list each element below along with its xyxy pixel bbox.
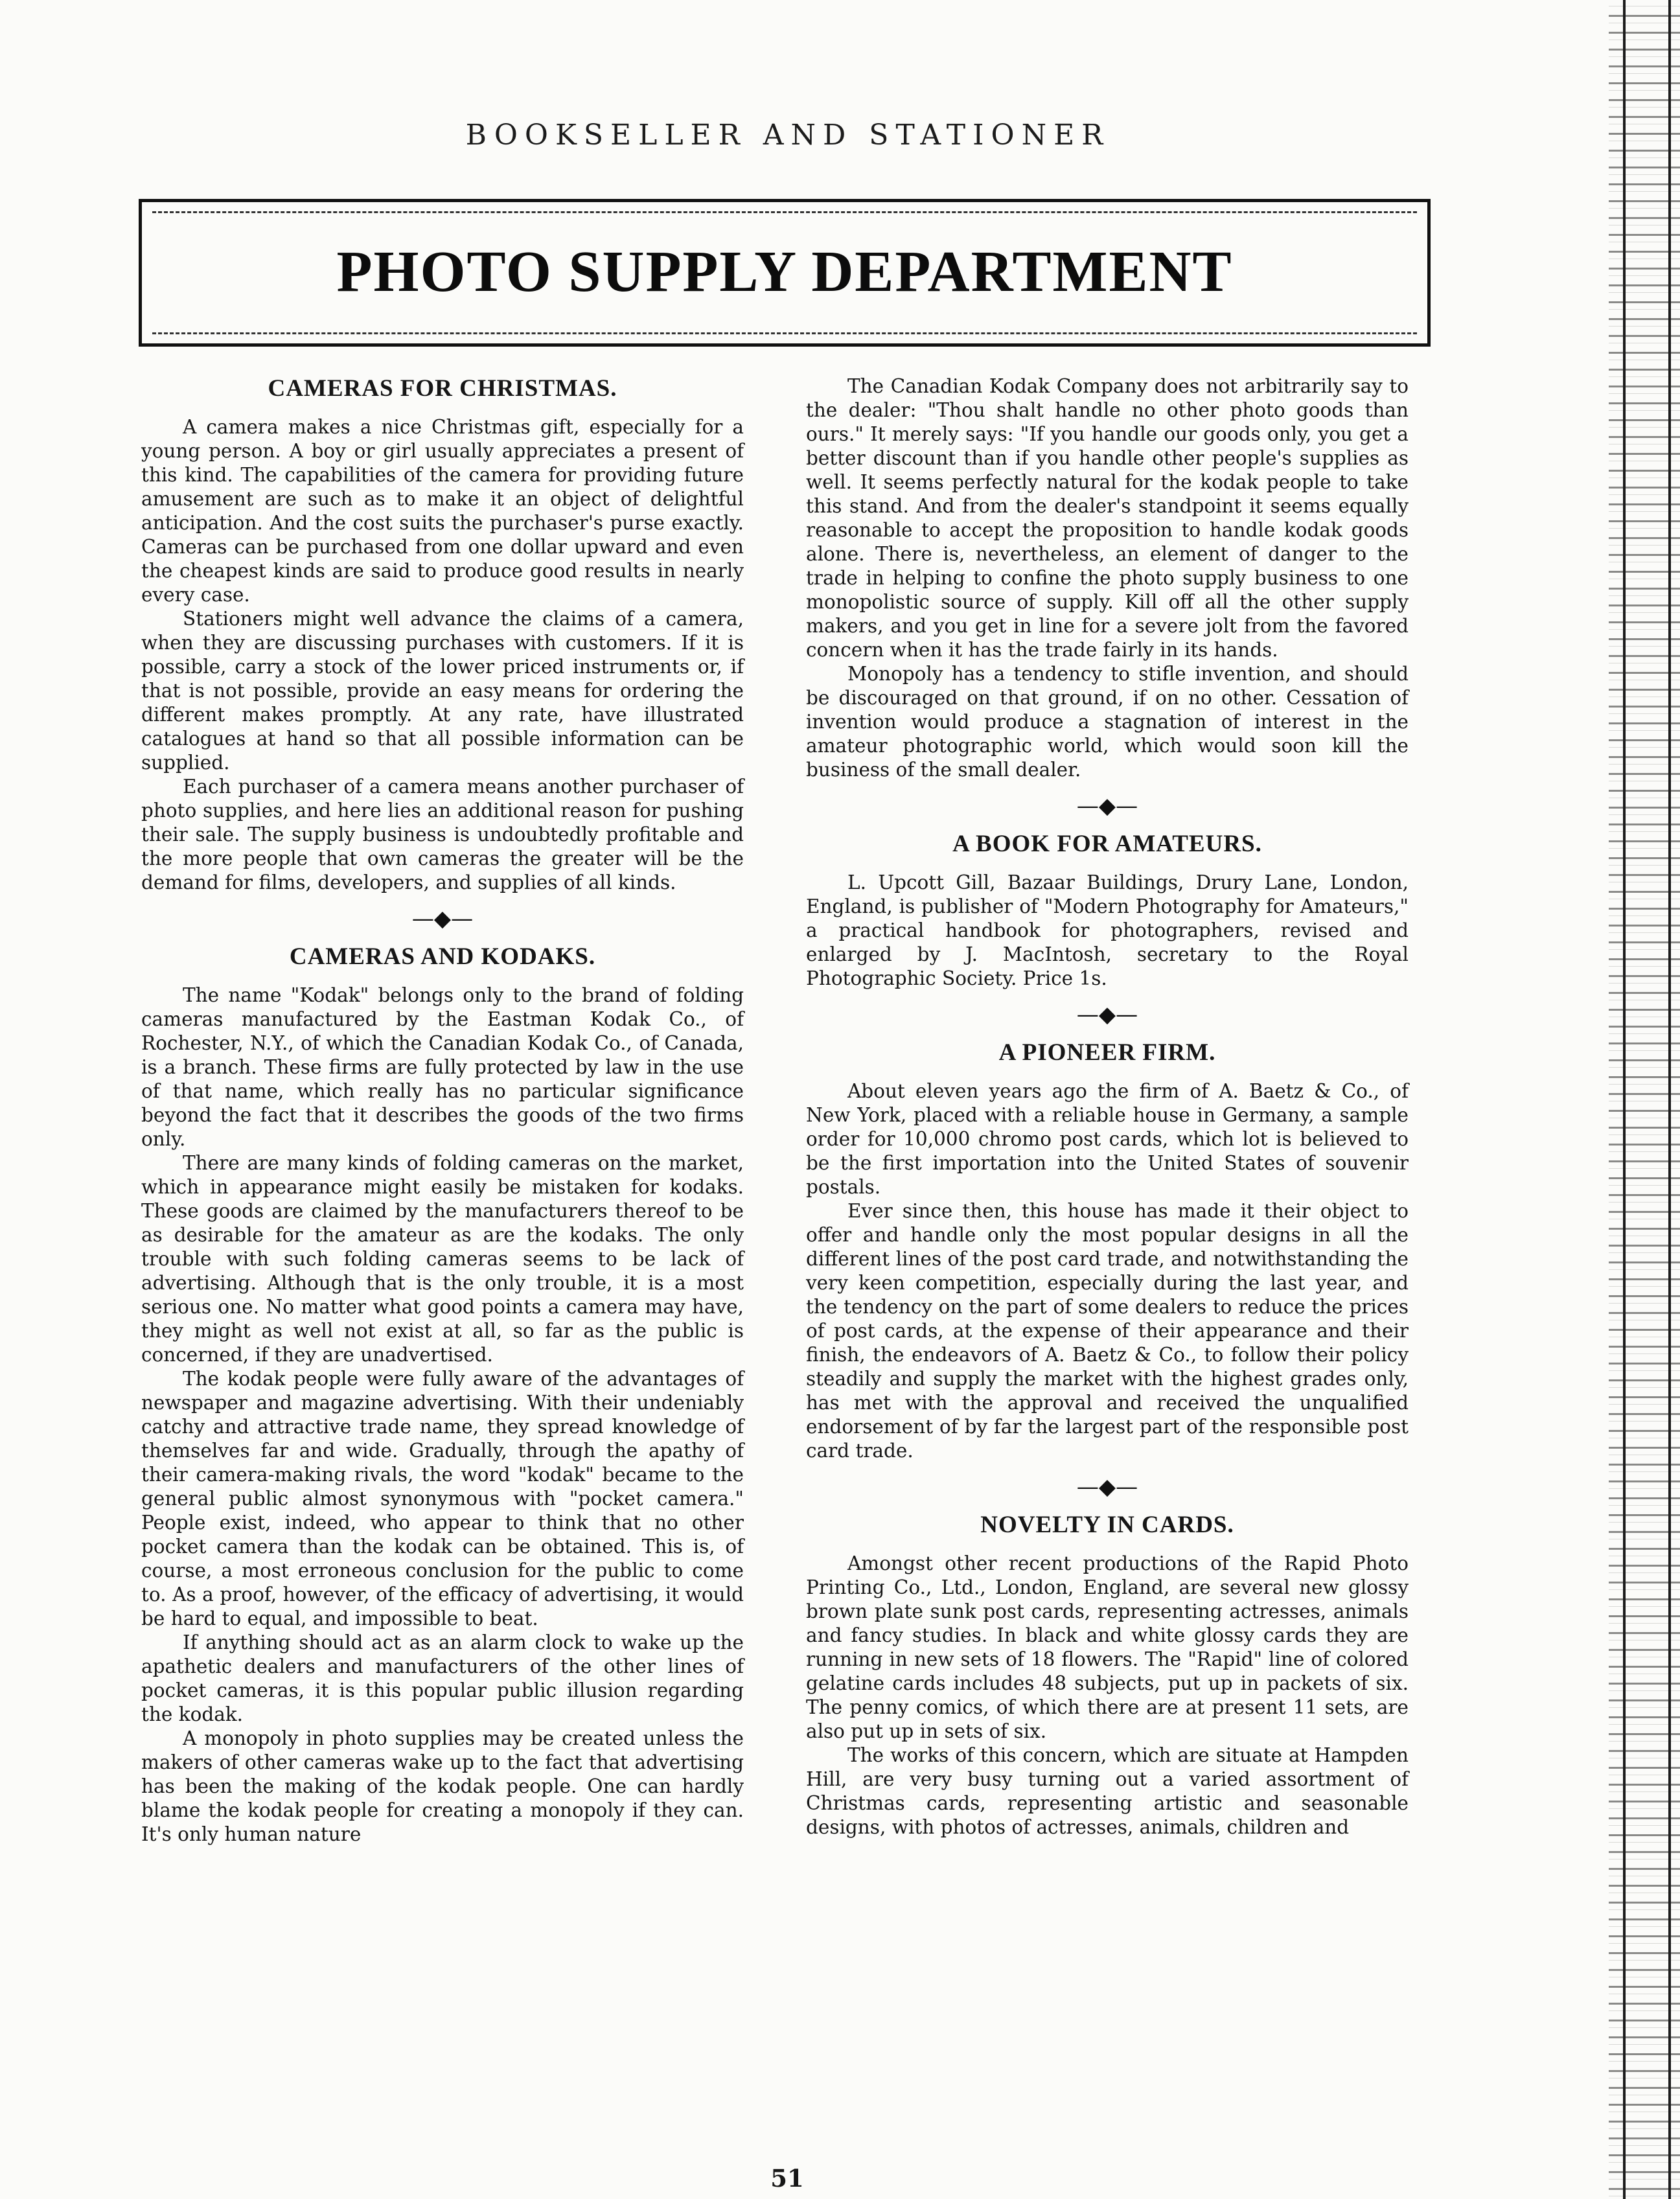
- paragraph: If anything should act as an alarm clock to wake up the apathetic dealers and manufacturers of the other lines of pocket cameras, it is this popular public illusion regarding the kodak.: [141, 1631, 744, 1725]
- paragraph: Ever since then, this house has made it their object to offer and handle only the most popular designs in all the different lines of the post card trade, and notwithstanding the very keen competition, especially during the last year, and the tendency on the part of some dealers to reduce the prices of post cards, at the expense of their appearance and their finish, the endeavors of A. Baetz & Co., to follow their policy steadily and supply the market with the highest grades only, has met with the approval and received the unqualified endorsement of by far the largest part of the responsible post card trade.: [806, 1200, 1409, 1462]
- paragraph: Stationers might well advance the claims of a camera, when they are discussing purchases with customers. If it is possible, carry a stock of the lower priced instruments or, if that is not possible, provide an easy means for ordering the different makes promptly. At any rate, have illustrated catalogues at hand so that all possible information can be supplied.: [141, 608, 744, 774]
- section-heading: NOVELTY IN CARDS.: [980, 1512, 1234, 1538]
- paragraph: Monopoly has a tendency to stifle invention, and should be discouraged on that ground, if on no other. Cessation of invention would produce a stagnation of interest in the amateur photographic world, which would soon kill the business of the small dealer.: [806, 663, 1409, 781]
- paragraph: A monopoly in photo supplies may be created unless the makers of other cameras wake up to the fact that advertising has been the making of the kodak people. One can hardly blame the kodak people for creating a monopoly if they can. It's only human nature: [141, 1727, 744, 1845]
- paragraph: The kodak people were fully aware of the advantages of newspaper and magazine advertising. With their undeniably catchy and attractive trade name, they spread knowledge of themselves far and wide. Gradually, through the apathy of their camera-making rivals, the word "kodak" became to the general public almost synonymous with "pocket camera." People exist, indeed, who appear to think that no other pocket camera than the kodak can be obtained. This is, of course, a most erroneous conclusion for the public to come to. As a proof, however, of the efficacy of advertising, it would be hard to equal, and impossible to beat.: [141, 1368, 744, 1629]
- paragraph: Amongst other recent productions of the Rapid Photo Printing Co., Ltd., London, England, are several new glossy brown plate sunk post cards, representing actresses, animals and fancy studies. In black and white glossy cards they are running in new sets of 18 flowers. The "Rapid" line of colored gelatine cards includes 48 subjects, put up in packets of six. The penny comics, of which there are at present 11 sets, are also put up in sets of six.: [806, 1552, 1409, 1742]
- section-divider: —◆—: [1076, 1474, 1138, 1500]
- paragraph: There are many kinds of folding cameras on the market, which in appearance might easily be mistaken for kodaks. These goods are claimed by the manufacturers thereof to be as desirable for the amateur as are the kodaks. The only trouble with such folding cameras seems to be lack of advertising. Although that is the only trouble, it is a most serious one. No matter what good points a camera may have, they might as well not exist at all, so far as the public is concerned, if they are unadvertised.: [141, 1152, 744, 1366]
- paragraph: The Canadian Kodak Company does not arbitrarily say to the dealer: "Thou shalt handle no other photo goods than ours." It merely says: "If you handle our goods only, you get a better discount than if you handle other people's supplies as well. It seems perfectly natural for the kodak people to take this stand. And from the dealer's standpoint it seems equally reasonable to accept the proposition to handle kodak goods alone. There is, nevertheless, an element of danger to the trade in helping to confine the photo supply business to one monopolistic source of supply. Kill off all the other supply makers, and you get in line for a severe jolt from the favored concern when it has the trade fairly in its hands.: [806, 375, 1409, 661]
- banner-bottom-dashes: [152, 332, 1417, 334]
- running-head: BOOKSELLER AND STATIONER: [465, 119, 1110, 152]
- section-heading: CAMERAS FOR CHRISTMAS.: [268, 375, 617, 402]
- section-divider: —◆—: [1076, 793, 1138, 819]
- page-number: 51: [770, 2164, 804, 2193]
- paragraph: A camera makes a nice Christmas gift, especially for a young person. A boy or girl usually appreciates a present of this kind. The capabilities of the camera for providing future amusement are such as to make it an object of delightful anticipation. And the cost suits the purchaser's purse exactly. Cameras can be purchased from one dollar upward and even the cheapest kinds are said to produce good results in nearly every case.: [141, 416, 744, 606]
- section-divider: —◆—: [1076, 1002, 1138, 1028]
- section-heading: A BOOK FOR AMATEURS.: [952, 831, 1262, 857]
- paragraph: L. Upcott Gill, Bazaar Buildings, Drury Lane, London, England, is publisher of "Modern Photography for Amateurs," a practical handbook for photographers, revised and enlarged by J. MacIntosh, secretary to the Royal Photographic Society. Price 1s.: [806, 871, 1409, 989]
- department-banner: [139, 199, 1431, 347]
- left-column: [141, 374, 744, 1847]
- section-heading: A PIONEER FIRM.: [998, 1039, 1216, 1066]
- banner-title: PHOTO SUPPLY DEPARTMENT: [336, 240, 1233, 304]
- paragraph: The name "Kodak" belongs only to the brand of folding cameras manufactured by the Eastman Kodak Co., of Rochester, N.Y., of which the Canadian Kodak Co., of Canada, is a branch. These firms are fully protected by law in the use of that name, which really has no particular significance beyond the fact that it describes the goods of the two firms only.: [141, 984, 744, 1150]
- paragraph: Each purchaser of a camera means another purchaser of photo supplies, and here lies an additional reason for pushing their sale. The supply business is undoubtedly profitable and the more people that own cameras the greater will be the demand for films, developers, and supplies of all kinds.: [141, 776, 744, 893]
- paragraph: The works of this concern, which are situate at Hampden Hill, are very busy turning out a varied assortment of Christmas cards, representing artistic and seasonable designs, with photos of actresses, animals, children and: [806, 1744, 1409, 1838]
- banner-top-dashes: [152, 211, 1417, 213]
- paragraph: About eleven years ago the firm of A. Baetz & Co., of New York, placed with a reliable house in Germany, a sample order for 10,000 chromo post cards, which lot is believed to be the first importation into the United States of souvenir postals.: [806, 1080, 1409, 1198]
- scan-edge-line: [1668, 0, 1671, 2199]
- right-column: [806, 374, 1409, 1839]
- section-divider: —◆—: [411, 906, 474, 932]
- section-heading: CAMERAS AND KODAKS.: [289, 943, 596, 970]
- scan-edge-line: [1623, 0, 1626, 2199]
